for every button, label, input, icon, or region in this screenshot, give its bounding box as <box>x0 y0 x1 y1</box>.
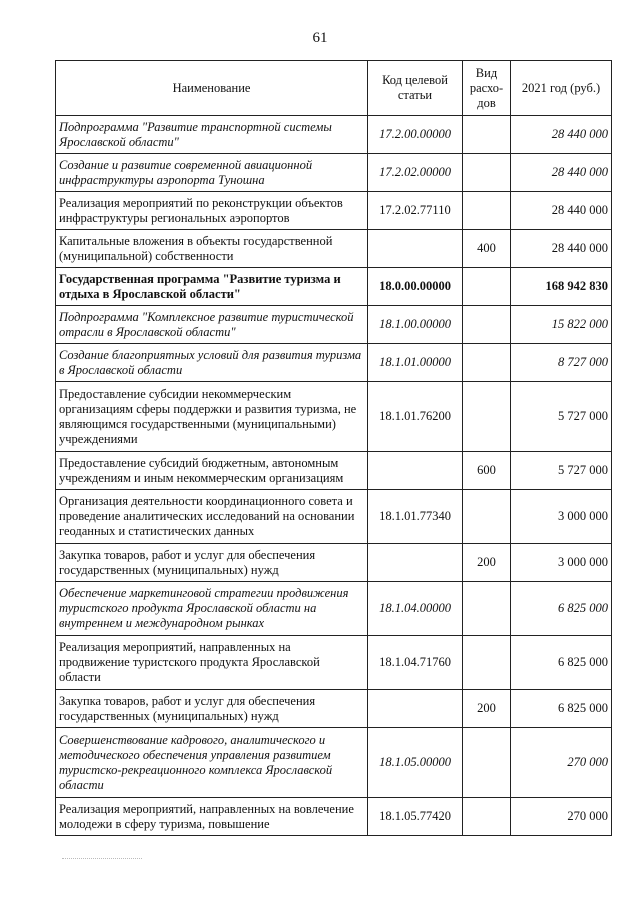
table-row <box>56 452 612 490</box>
cell-amount: 28 440 000 <box>511 230 612 268</box>
cell-name: Совершенствование кадрового, аналитического и методического обеспечения управления развитием туристско-рекреационного комплекса Ярославской области <box>56 728 368 798</box>
cell-type <box>463 728 511 798</box>
page-number: 61 <box>312 30 328 46</box>
cell-amount: 5 727 000 <box>511 452 612 490</box>
table-row <box>56 382 612 452</box>
cell-code: 17.2.00.00000 <box>368 116 463 154</box>
cell-name: Создание благоприятных условий для развития туризма в Ярославской области <box>56 344 368 382</box>
cell-amount: 15 822 000 <box>511 306 612 344</box>
table-row <box>56 582 612 636</box>
cell-amount: 28 440 000 <box>511 192 612 230</box>
cell-type <box>463 306 511 344</box>
cell-amount: 6 825 000 <box>511 636 612 690</box>
cell-type <box>463 490 511 544</box>
cell-name: Подпрограмма "Комплексное развитие туристической отрасли в Ярославской области" <box>56 306 368 344</box>
cell-amount: 6 825 000 <box>511 582 612 636</box>
cell-amount: 168 942 830 <box>511 268 612 306</box>
cell-type <box>463 192 511 230</box>
cell-name: Закупка товаров, работ и услуг для обеспечения государственных (муниципальных) нужд <box>56 544 368 582</box>
table-row <box>56 636 612 690</box>
cell-code: 18.1.01.00000 <box>368 344 463 382</box>
cell-code: 17.2.02.77110 <box>368 192 463 230</box>
cell-code <box>368 452 463 490</box>
table-row <box>56 344 612 382</box>
cell-type <box>463 116 511 154</box>
cell-type: 400 <box>463 230 511 268</box>
cell-code: 18.1.05.00000 <box>368 728 463 798</box>
header-name: Наименование <box>56 61 368 116</box>
cell-amount: 5 727 000 <box>511 382 612 452</box>
cell-code: 18.1.05.77420 <box>368 798 463 836</box>
table-row <box>56 690 612 728</box>
table-row <box>56 268 612 306</box>
cell-name: Предоставление субсидии некоммерческим организациям сферы поддержки и развития туризма, не являющимся государственными (муниципальными) учреждениями <box>56 382 368 452</box>
table-row <box>56 192 612 230</box>
table-header-row <box>56 61 612 116</box>
cell-code: 17.2.02.00000 <box>368 154 463 192</box>
cell-type <box>463 798 511 836</box>
cell-amount: 28 440 000 <box>511 116 612 154</box>
cell-type: 600 <box>463 452 511 490</box>
cell-amount: 8 727 000 <box>511 344 612 382</box>
cell-name: Предоставление субсидий бюджетным, автономным учреждениям и иным некоммерческим организациям <box>56 452 368 490</box>
cell-code: 18.0.00.00000 <box>368 268 463 306</box>
table-row <box>56 230 612 268</box>
cell-type <box>463 268 511 306</box>
cell-type: 200 <box>463 690 511 728</box>
cell-name: Государственная программа "Развитие туризма и отдыха в Ярославской области" <box>56 268 368 306</box>
cell-code: 18.1.01.76200 <box>368 382 463 452</box>
cell-name: Реализация мероприятий, направленных на вовлечение молодежи в сферу туризма, повышение <box>56 798 368 836</box>
cell-code: 18.1.04.71760 <box>368 636 463 690</box>
table-row <box>56 116 612 154</box>
cell-type <box>463 382 511 452</box>
header-amount: 2021 год (руб.) <box>511 61 612 116</box>
table-row <box>56 490 612 544</box>
cell-name: Капитальные вложения в объекты государственной (муниципальной) собственности <box>56 230 368 268</box>
cell-type <box>463 582 511 636</box>
cell-amount: 270 000 <box>511 798 612 836</box>
cell-amount: 3 000 000 <box>511 544 612 582</box>
cell-code <box>368 544 463 582</box>
scan-artifact <box>62 858 142 865</box>
budget-table <box>55 60 612 836</box>
cell-type: 200 <box>463 544 511 582</box>
cell-code <box>368 230 463 268</box>
table-row <box>56 544 612 582</box>
cell-amount: 3 000 000 <box>511 490 612 544</box>
cell-name: Подпрограмма "Развитие транспортной системы Ярославской области" <box>56 116 368 154</box>
cell-code <box>368 690 463 728</box>
cell-amount: 6 825 000 <box>511 690 612 728</box>
cell-code: 18.1.04.00000 <box>368 582 463 636</box>
cell-type <box>463 636 511 690</box>
cell-name: Организация деятельности координационного совета и проведение аналитических исследований на основании геоданных и статистических данных <box>56 490 368 544</box>
cell-type <box>463 154 511 192</box>
header-code: Код целевой статьи <box>368 61 463 116</box>
cell-type <box>463 344 511 382</box>
cell-name: Закупка товаров, работ и услуг для обеспечения государственных (муниципальных) нужд <box>56 690 368 728</box>
cell-name: Обеспечение маркетинговой стратегии продвижения туристского продукта Ярославской области на внутреннем и международном рынках <box>56 582 368 636</box>
cell-amount: 270 000 <box>511 728 612 798</box>
table-row <box>56 154 612 192</box>
table-row <box>56 306 612 344</box>
cell-name: Реализация мероприятий по реконструкции объектов инфраструктуры региональных аэропортов <box>56 192 368 230</box>
cell-code: 18.1.00.00000 <box>368 306 463 344</box>
cell-amount: 28 440 000 <box>511 154 612 192</box>
table-row <box>56 728 612 798</box>
cell-name: Реализация мероприятий, направленных на продвижение туристского продукта Ярославской области <box>56 636 368 690</box>
cell-name: Создание и развитие современной авиационной инфраструктуры аэропорта Туношна <box>56 154 368 192</box>
table-row <box>56 798 612 836</box>
cell-code: 18.1.01.77340 <box>368 490 463 544</box>
header-type: Вид расхо-дов <box>463 61 511 116</box>
